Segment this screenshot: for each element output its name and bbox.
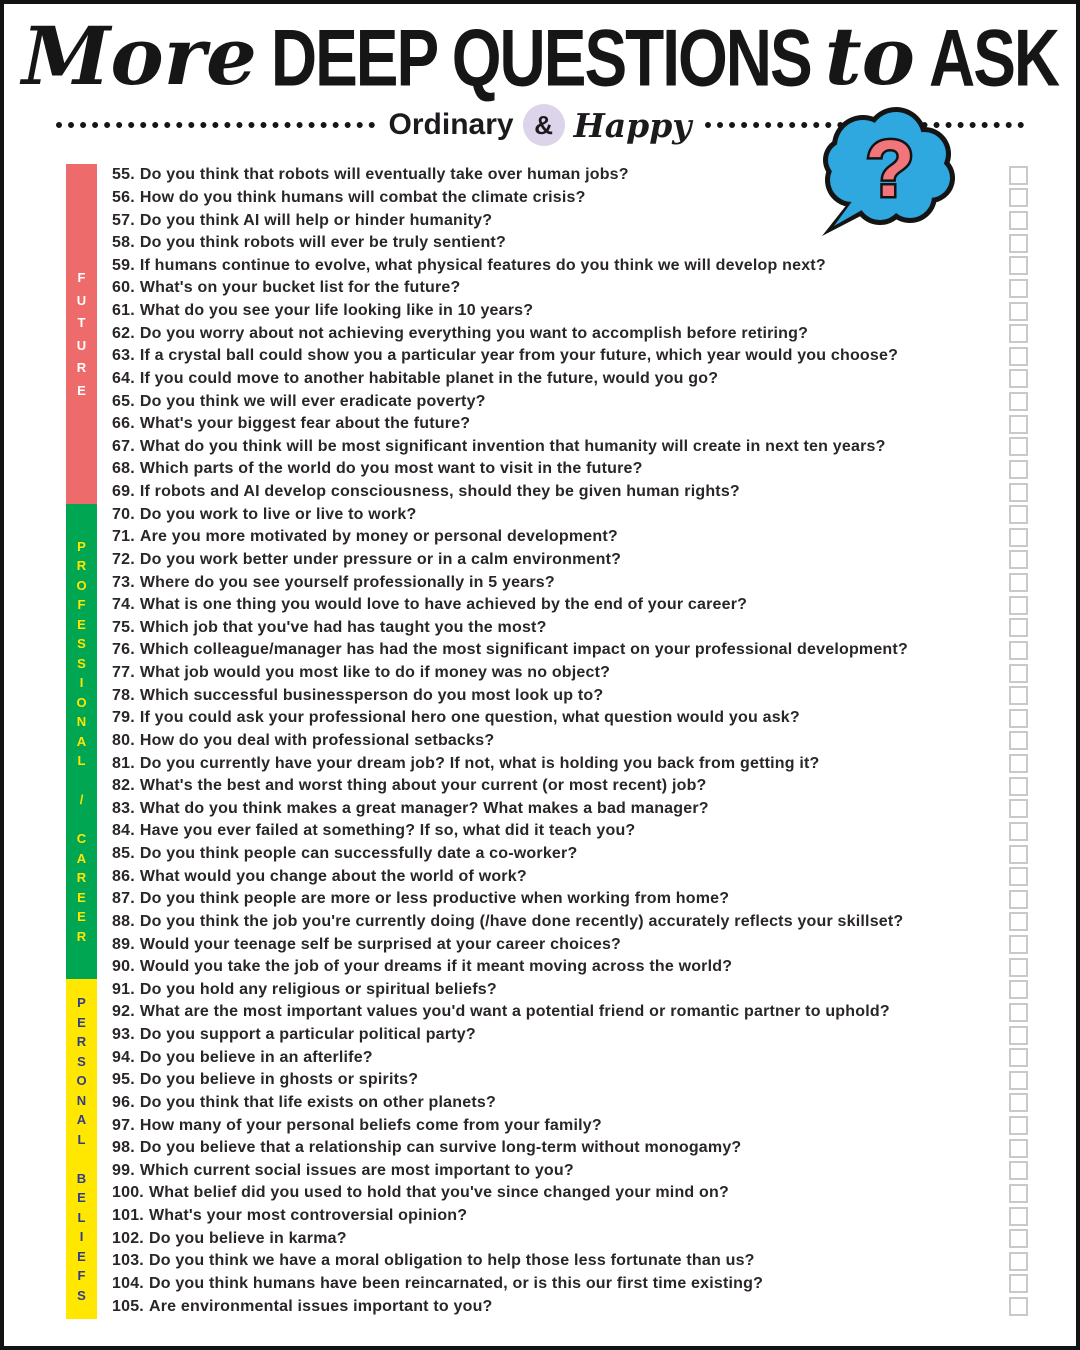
question-number: 89. — [112, 935, 135, 953]
question-checkbox[interactable] — [1009, 1274, 1028, 1293]
question-checkbox[interactable] — [1009, 1184, 1028, 1203]
category-bar-letter: B — [76, 1170, 87, 1186]
question-row — [112, 413, 1028, 436]
question-text: Are you more motivated by money or personal development? — [139, 528, 618, 546]
question-text: What do you think makes a great manager? What makes a bad manager? — [139, 799, 709, 817]
question-checkbox[interactable] — [1009, 347, 1028, 366]
question-text: What would you change about the world of work? — [139, 867, 527, 885]
question-checkbox[interactable] — [1009, 709, 1028, 728]
question-mark-glyph: ? — [865, 124, 915, 213]
category-bar-letter: L — [77, 1131, 86, 1147]
category-bar-personal-beliefs — [66, 979, 97, 1319]
question-text: Which job that you've had has taught you the most? — [139, 618, 547, 636]
question-number: 101. — [112, 1207, 144, 1225]
question-row — [112, 798, 1028, 821]
dotted-line-left — [56, 122, 375, 128]
question-checkbox[interactable] — [1009, 256, 1028, 275]
category-bar-letter: E — [77, 1248, 86, 1264]
question-row — [112, 775, 1028, 798]
question-text: Do you think humans have been reincarnated, or is this our first time existing? — [148, 1274, 764, 1292]
question-number: 56. — [112, 188, 135, 206]
question-text: Do you support a particular political party? — [139, 1026, 476, 1044]
question-row — [112, 956, 1028, 979]
category-bar-letter: F — [77, 1268, 86, 1284]
question-number: 69. — [112, 483, 135, 501]
question-checkbox[interactable] — [1009, 822, 1028, 841]
question-checkbox[interactable] — [1009, 1139, 1028, 1158]
question-text: What's the best and worst thing about your current (or most recent) job? — [139, 777, 707, 795]
question-row — [112, 390, 1028, 413]
question-row — [112, 820, 1028, 843]
question-text: Have you ever failed at something? If so, what did it teach you? — [139, 822, 636, 840]
category-bar-letter: S — [77, 636, 86, 652]
title-word-more: More — [21, 9, 257, 103]
category-bar-letter: / — [79, 792, 84, 808]
category-bar-letter: C — [76, 831, 87, 847]
question-checkbox[interactable] — [1009, 324, 1028, 343]
question-checkbox[interactable] — [1009, 777, 1028, 796]
question-text: Do you think AI will help or hinder humanity? — [139, 211, 493, 229]
question-checkbox[interactable] — [1009, 234, 1028, 253]
question-number: 102. — [112, 1229, 144, 1247]
category-bar-letter: S — [77, 655, 86, 671]
question-text: What is one thing you would love to have achieved by the end of your career? — [139, 596, 748, 614]
question-row — [112, 1227, 1028, 1250]
question-number: 88. — [112, 912, 135, 930]
question-text: Do you think the job you're currently doing (/have done recently) accurately reflects your skillset? — [139, 912, 904, 930]
category-bar-letter: U — [76, 337, 87, 353]
questions-list — [112, 164, 1028, 1318]
question-text: Do you believe in an afterlife? — [139, 1048, 373, 1066]
question-row — [112, 1160, 1028, 1183]
question-row — [112, 594, 1028, 617]
question-checkbox[interactable] — [1009, 935, 1028, 954]
question-text: Do you think we will ever eradicate poverty? — [139, 392, 486, 410]
question-text: Do you worry about not achieving everything you want to accomplish before retiring? — [139, 324, 809, 342]
question-checkbox[interactable] — [1009, 437, 1028, 456]
question-number: 63. — [112, 347, 135, 365]
question-text: Do you think people are more or less productive when working from home? — [139, 890, 730, 908]
question-number: 78. — [112, 686, 135, 704]
question-bubble-icon — [816, 106, 964, 240]
question-number: 72. — [112, 550, 135, 568]
question-number: 57. — [112, 211, 135, 229]
category-bar-letter: R — [76, 1034, 87, 1050]
category-bar-label — [66, 266, 97, 401]
question-row — [112, 368, 1028, 391]
question-number: 55. — [112, 166, 135, 184]
category-bar-letter: I — [79, 675, 84, 691]
question-text: Where do you see yourself professionally in 5 years? — [139, 573, 555, 591]
category-bar-letter: I — [79, 1229, 84, 1245]
question-number: 92. — [112, 1003, 135, 1021]
question-number: 99. — [112, 1161, 135, 1179]
question-checkbox[interactable] — [1009, 686, 1028, 705]
question-text: How do you think humans will combat the climate crisis? — [139, 188, 586, 206]
question-text: Which current social issues are most important to you? — [139, 1161, 574, 1179]
question-row — [112, 436, 1028, 459]
question-checkbox[interactable] — [1009, 166, 1028, 185]
question-number: 98. — [112, 1139, 135, 1157]
question-number: 67. — [112, 437, 135, 455]
question-checkbox[interactable] — [1009, 415, 1028, 434]
question-row — [112, 300, 1028, 323]
question-row — [112, 571, 1028, 594]
category-bar-letter — [80, 810, 84, 830]
question-row — [112, 1182, 1028, 1205]
question-checkbox[interactable] — [1009, 369, 1028, 388]
question-checkbox[interactable] — [1009, 460, 1028, 479]
question-number: 71. — [112, 528, 135, 546]
question-row — [112, 843, 1028, 866]
question-checkbox[interactable] — [1009, 1071, 1028, 1090]
question-row — [112, 1114, 1028, 1137]
question-text: If you could ask your professional hero one question, what question would you ask? — [139, 709, 800, 727]
question-checkbox[interactable] — [1009, 1252, 1028, 1271]
question-row — [112, 345, 1028, 368]
question-row — [112, 481, 1028, 504]
question-text: Do you believe that a relationship can survive long-term without monogamy? — [139, 1139, 742, 1157]
question-checkbox[interactable] — [1009, 618, 1028, 637]
question-text: Which successful businessperson do you most look up to? — [139, 686, 604, 704]
question-row — [112, 1069, 1028, 1092]
question-text: Do you think people can successfully date a co-worker? — [139, 845, 578, 863]
question-row — [112, 1001, 1028, 1024]
question-number: 87. — [112, 890, 135, 908]
question-number: 58. — [112, 234, 135, 252]
question-number: 84. — [112, 822, 135, 840]
question-number: 73. — [112, 573, 135, 591]
question-text: Do you believe in ghosts or spirits? — [139, 1071, 419, 1089]
category-bar-letter: R — [76, 558, 87, 574]
category-bar-letter: R — [76, 928, 87, 944]
question-number: 105. — [112, 1297, 144, 1315]
question-number: 83. — [112, 799, 135, 817]
question-row — [112, 911, 1028, 934]
question-checkbox[interactable] — [1009, 211, 1028, 230]
category-bar-letter: E — [77, 889, 86, 905]
category-bar-letter: T — [77, 315, 86, 331]
question-number: 60. — [112, 279, 135, 297]
question-text: What are the most important values you'd want a potential friend or romantic partner to uphold? — [139, 1003, 890, 1021]
category-bar-letter: A — [76, 733, 87, 749]
category-bar-letter: E — [77, 616, 86, 632]
question-row — [112, 1137, 1028, 1160]
question-checkbox[interactable] — [1009, 279, 1028, 298]
category-bar-letter: A — [76, 850, 87, 866]
title-word-ask: ASK — [929, 12, 1059, 104]
question-checkbox[interactable] — [1009, 731, 1028, 750]
question-number: 66. — [112, 415, 135, 433]
question-row — [112, 933, 1028, 956]
question-text: If humans continue to evolve, what physical features do you think we will develop next? — [139, 256, 826, 274]
question-number: 61. — [112, 302, 135, 320]
question-checkbox[interactable] — [1009, 845, 1028, 864]
question-row — [112, 458, 1028, 481]
question-row — [112, 752, 1028, 775]
question-text: Do you work better under pressure or in a calm environment? — [139, 550, 622, 568]
category-bar-letter: U — [76, 292, 87, 308]
category-bar-letter: P — [77, 538, 86, 554]
question-number: 95. — [112, 1071, 135, 1089]
question-text: Do you currently have your dream job? If not, what is holding you back from getting it? — [139, 754, 820, 772]
question-text: What do you think will be most significant invention that humanity will create in next ten years? — [139, 437, 886, 455]
category-bar-future — [66, 164, 97, 504]
question-row — [112, 526, 1028, 549]
question-text: Do you work to live or live to work? — [139, 505, 417, 523]
question-text: Do you believe in karma? — [148, 1229, 347, 1247]
category-bar-letter — [80, 1149, 84, 1169]
question-number: 100. — [112, 1184, 144, 1202]
question-number: 64. — [112, 369, 135, 387]
question-row — [112, 865, 1028, 888]
question-text: If robots and AI develop consciousness, should they be given human rights? — [139, 483, 740, 501]
page-title — [4, 9, 1076, 104]
category-bar-letter: E — [77, 909, 86, 925]
question-number: 74. — [112, 596, 135, 614]
category-bar-letter: O — [76, 577, 87, 593]
category-bar-letter: R — [76, 870, 87, 886]
category-bar-letter: F — [77, 597, 86, 613]
question-text: How do you deal with professional setbacks? — [139, 731, 495, 749]
category-bar-letter: L — [77, 753, 86, 769]
question-number: 90. — [112, 958, 135, 976]
question-row — [112, 617, 1028, 640]
question-row — [112, 888, 1028, 911]
question-checkbox[interactable] — [1009, 528, 1028, 547]
question-number: 85. — [112, 845, 135, 863]
category-bar-letter: O — [76, 694, 87, 710]
question-number: 103. — [112, 1252, 144, 1270]
question-row — [112, 730, 1028, 753]
question-checkbox[interactable] — [1009, 890, 1028, 909]
question-text: What belief did you used to hold that you've since changed your mind on? — [148, 1184, 729, 1202]
category-bar-letter: S — [77, 1287, 86, 1303]
question-text: If a crystal ball could show you a particular year from your future, which year would you choose? — [139, 347, 899, 365]
question-checkbox[interactable] — [1009, 550, 1028, 569]
question-number: 77. — [112, 664, 135, 682]
question-checkbox[interactable] — [1009, 1003, 1028, 1022]
question-number: 82. — [112, 777, 135, 795]
category-bar-letter: N — [76, 1092, 87, 1108]
category-bar-letter: E — [77, 1190, 86, 1206]
question-text: What's on your bucket list for the future? — [139, 279, 461, 297]
question-text: Do you think that life exists on other planets? — [139, 1093, 496, 1111]
question-row — [112, 662, 1028, 685]
question-checkbox[interactable] — [1009, 867, 1028, 886]
question-text: Which colleague/manager has had the most significant impact on your professional development? — [139, 641, 908, 659]
question-text: Would you take the job of your dreams if it meant moving across the world? — [139, 958, 733, 976]
question-text: Do you think that robots will eventually take over human jobs? — [139, 166, 629, 184]
question-number: 76. — [112, 641, 135, 659]
question-row — [112, 1205, 1028, 1228]
question-checkbox[interactable] — [1009, 302, 1028, 321]
question-text: What job would you most like to do if money was no object? — [139, 664, 611, 682]
question-row — [112, 1250, 1028, 1273]
question-checkbox[interactable] — [1009, 1048, 1028, 1067]
category-bar-letter: F — [77, 270, 86, 286]
question-checkbox[interactable] — [1009, 641, 1028, 660]
question-checkbox[interactable] — [1009, 1026, 1028, 1045]
title-main: DEEP QUESTIONS — [270, 12, 811, 104]
question-text: What's your biggest fear about the future? — [139, 415, 471, 433]
question-number: 65. — [112, 392, 135, 410]
question-checkbox[interactable] — [1009, 754, 1028, 773]
question-text: Do you think robots will ever be truly sentient? — [139, 234, 506, 252]
question-number: 62. — [112, 324, 135, 342]
question-text: Are environmental issues important to you? — [148, 1297, 493, 1315]
question-checkbox[interactable] — [1009, 392, 1028, 411]
question-checkbox[interactable] — [1009, 1116, 1028, 1135]
question-row — [112, 639, 1028, 662]
category-bar-letter: E — [77, 382, 86, 398]
question-text: How many of your personal beliefs come from your family? — [139, 1116, 602, 1134]
question-row — [112, 1295, 1028, 1318]
question-row — [112, 503, 1028, 526]
category-bar-professional-career — [66, 504, 97, 979]
question-row — [112, 1024, 1028, 1047]
category-bar-letter: A — [76, 1112, 87, 1128]
category-bar-letter: R — [76, 360, 87, 376]
question-text: Which parts of the world do you most want to visit in the future? — [139, 460, 643, 478]
question-number: 75. — [112, 618, 135, 636]
question-checkbox[interactable] — [1009, 799, 1028, 818]
category-bar-letter: S — [77, 1053, 86, 1069]
title-word-to: to — [824, 9, 915, 103]
question-text: What's your most controversial opinion? — [148, 1207, 468, 1225]
question-checkbox[interactable] — [1009, 483, 1028, 502]
question-text: What do you see your life looking like in 10 years? — [139, 302, 534, 320]
question-number: 81. — [112, 754, 135, 772]
question-number: 79. — [112, 709, 135, 727]
category-bar-letter: P — [77, 995, 86, 1011]
question-checkbox[interactable] — [1009, 505, 1028, 524]
question-text: Do you hold any religious or spiritual beliefs? — [139, 980, 497, 998]
question-checkbox[interactable] — [1009, 596, 1028, 615]
question-number: 104. — [112, 1274, 144, 1292]
question-row — [112, 1273, 1028, 1296]
question-row — [112, 707, 1028, 730]
question-checkbox[interactable] — [1009, 664, 1028, 683]
brand-word-ordinary: Ordinary — [388, 108, 514, 141]
category-bar-label — [66, 537, 97, 947]
category-bar-letter: N — [76, 714, 87, 730]
question-row — [112, 684, 1028, 707]
question-text: Would your teenage self be surprised at your career choices? — [139, 935, 622, 953]
question-text: If you could move to another habitable planet in the future, would you go? — [139, 369, 719, 387]
brand-ampersand: & — [523, 104, 565, 146]
question-checkbox[interactable] — [1009, 958, 1028, 977]
question-checkbox[interactable] — [1009, 980, 1028, 999]
question-row — [112, 549, 1028, 572]
question-number: 68. — [112, 460, 135, 478]
question-checkbox[interactable] — [1009, 188, 1028, 207]
question-checkbox[interactable] — [1009, 1093, 1028, 1112]
question-row — [112, 1092, 1028, 1115]
question-row — [112, 255, 1028, 278]
question-row — [112, 322, 1028, 345]
category-bar-letter — [80, 771, 84, 791]
question-text: Do you think we have a moral obligation to help those less fortunate than us? — [148, 1252, 755, 1270]
question-checkbox[interactable] — [1009, 912, 1028, 931]
category-bar-letter: E — [77, 1014, 86, 1030]
question-checkbox[interactable] — [1009, 1297, 1028, 1316]
question-number: 93. — [112, 1026, 135, 1044]
category-bar-letter: O — [76, 1073, 87, 1089]
question-row — [112, 979, 1028, 1002]
category-bar-letter: L — [77, 1209, 86, 1225]
question-number: 80. — [112, 731, 135, 749]
brand-word-happy: Happy — [573, 105, 692, 145]
question-row — [112, 277, 1028, 300]
question-number: 70. — [112, 505, 135, 523]
question-checkbox[interactable] — [1009, 573, 1028, 592]
question-number: 97. — [112, 1116, 135, 1134]
question-number: 59. — [112, 256, 135, 274]
question-row — [112, 1046, 1028, 1069]
category-bar-label — [66, 993, 97, 1305]
question-number: 91. — [112, 980, 135, 998]
question-number: 94. — [112, 1048, 135, 1066]
question-number: 96. — [112, 1093, 135, 1111]
question-number: 86. — [112, 867, 135, 885]
brand-logo — [389, 104, 692, 146]
question-checkbox[interactable] — [1009, 1229, 1028, 1248]
question-checkbox[interactable] — [1009, 1161, 1028, 1180]
question-checkbox[interactable] — [1009, 1207, 1028, 1226]
